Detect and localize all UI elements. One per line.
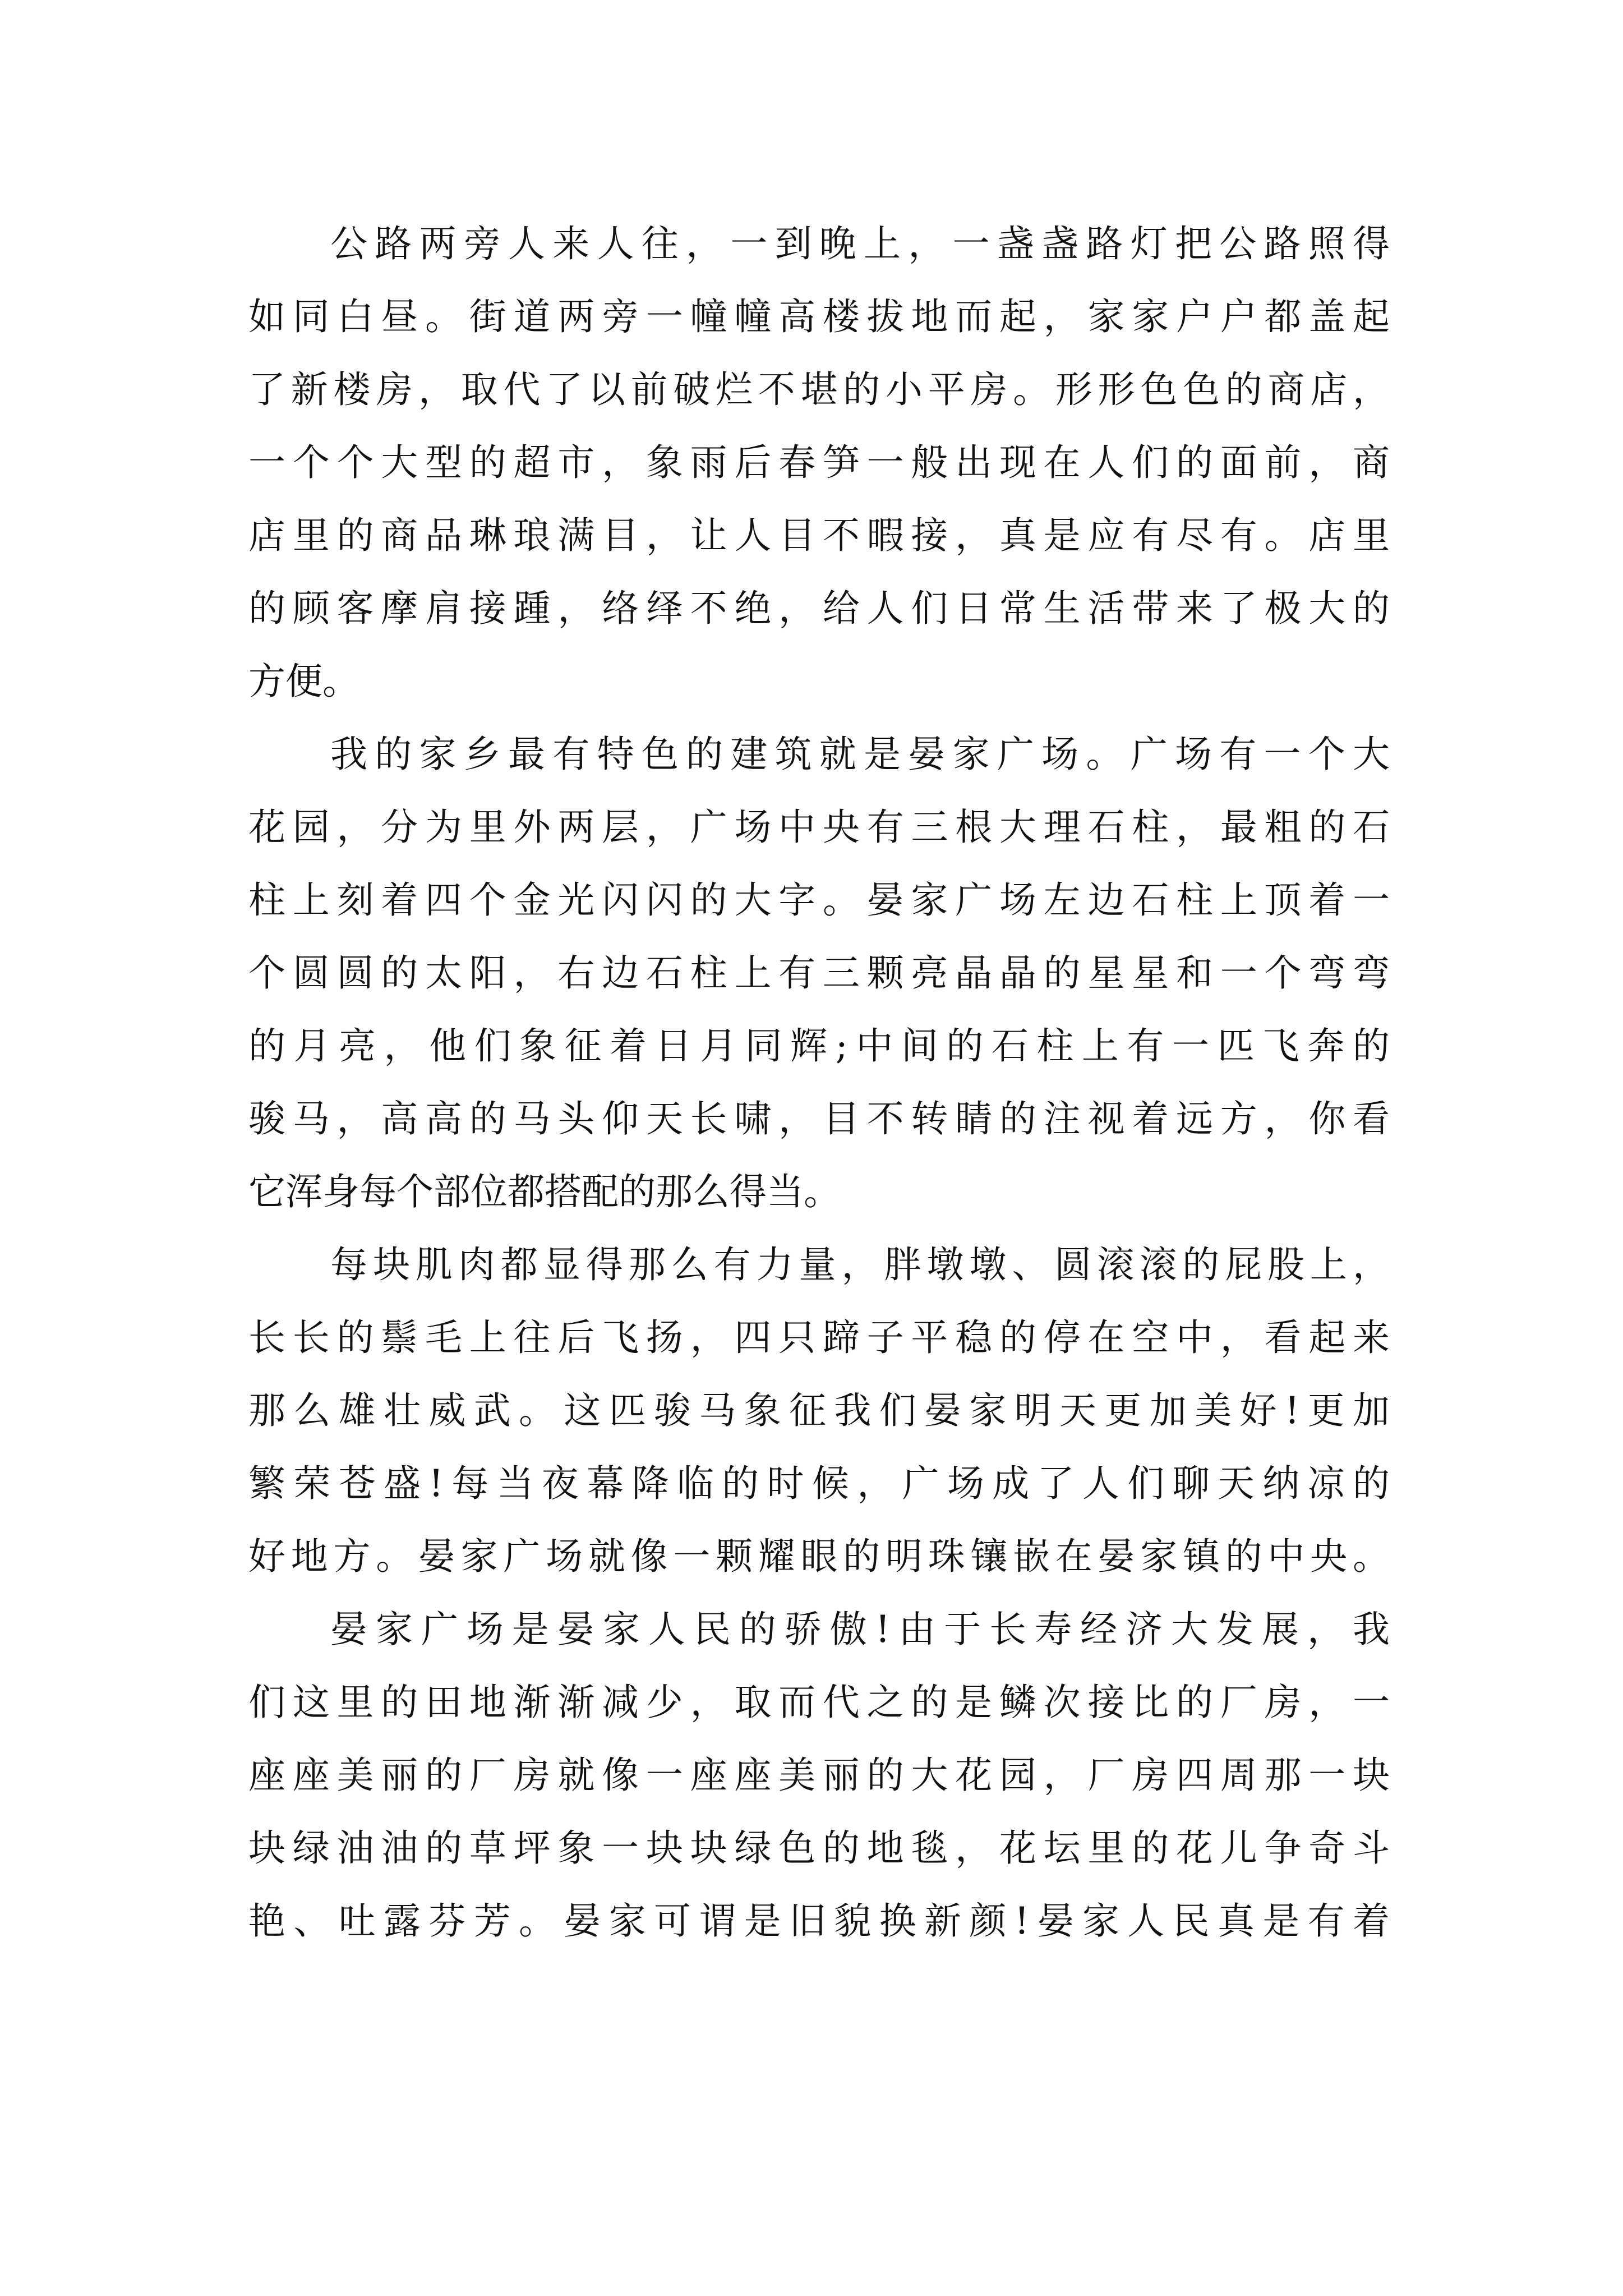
text-line: 块绿油油的草坪象一块块绿色的地毯，花坛里的花儿争奇斗	[248, 1826, 1390, 1870]
text-line: 长长的鬃毛上往后飞扬，四只蹄子平稳的停在空中，看起来	[248, 1316, 1390, 1359]
text-line: 它浑身每个部位都搭配的那么得当。	[248, 1170, 841, 1213]
text-line: 们这里的田地渐渐减少，取而代之的是鳞次接比的厂房，一	[248, 1681, 1390, 1724]
text-line: 座座美丽的厂房就像一座座美丽的大花园，厂房四周那一块	[248, 1754, 1390, 1797]
text-line: 店里的商品琳琅满目，让人目不暇接，真是应有尽有。店里	[248, 514, 1390, 557]
text-line: 的月亮，他们象征着日月同辉;中间的石柱上有一匹飞奔的	[248, 1024, 1390, 1068]
paragraph-4	[248, 1593, 1390, 1958]
body-text	[248, 208, 1390, 1958]
paragraph-1	[248, 208, 1390, 718]
text-line: 的顾客摩肩接踵，络绎不绝，给人们日常生活带来了极大的	[248, 587, 1390, 630]
text-line: 花园，分为里外两层，广场中央有三根大理石柱，最粗的石	[248, 806, 1390, 849]
text-line: 那么雄壮威武。这匹骏马象征我们晏家明天更加美好!更加	[248, 1389, 1390, 1432]
paragraph-2	[248, 718, 1390, 1228]
text-line: 骏马，高高的马头仰天长啸，目不转睛的注视着远方，你看	[248, 1097, 1390, 1140]
text-line: 方便。	[248, 660, 359, 703]
text-line: 晏家广场是晏家人民的骄傲!由于长寿经济大发展，我	[330, 1608, 1390, 1651]
text-line: 个圆圆的太阳，右边石柱上有三颗亮晶晶的星星和一个弯弯	[248, 951, 1390, 995]
text-line: 每块肌肉都显得那么有力量，胖墩墩、圆滚滚的屁股上，	[330, 1243, 1390, 1286]
text-line: 一个个大型的超市，象雨后春笋一般出现在人们的面前，商	[248, 441, 1390, 484]
text-line: 我的家乡最有特色的建筑就是晏家广场。广场有一个大	[330, 733, 1390, 776]
text-line: 好地方。晏家广场就像一颗耀眼的明珠镶嵌在晏家镇的中央。	[248, 1535, 1390, 1578]
text-line: 公路两旁人来人往，一到晚上，一盏盏路灯把公路照得	[330, 222, 1390, 265]
paragraph-3	[248, 1228, 1390, 1593]
text-line: 如同白昼。街道两旁一幢幢高楼拔地而起，家家户户都盖起	[248, 295, 1390, 338]
text-line: 了新楼房，取代了以前破烂不堪的小平房。形形色色的商店，	[248, 368, 1390, 411]
text-line: 艳、吐露芬芳。晏家可谓是旧貌换新颜!晏家人民真是有着	[248, 1899, 1390, 1943]
text-line: 柱上刻着四个金光闪闪的大字。晏家广场左边石柱上顶着一	[248, 878, 1390, 922]
text-line: 繁荣苍盛!每当夜幕降临的时候，广场成了人们聊天纳凉的	[248, 1462, 1390, 1505]
